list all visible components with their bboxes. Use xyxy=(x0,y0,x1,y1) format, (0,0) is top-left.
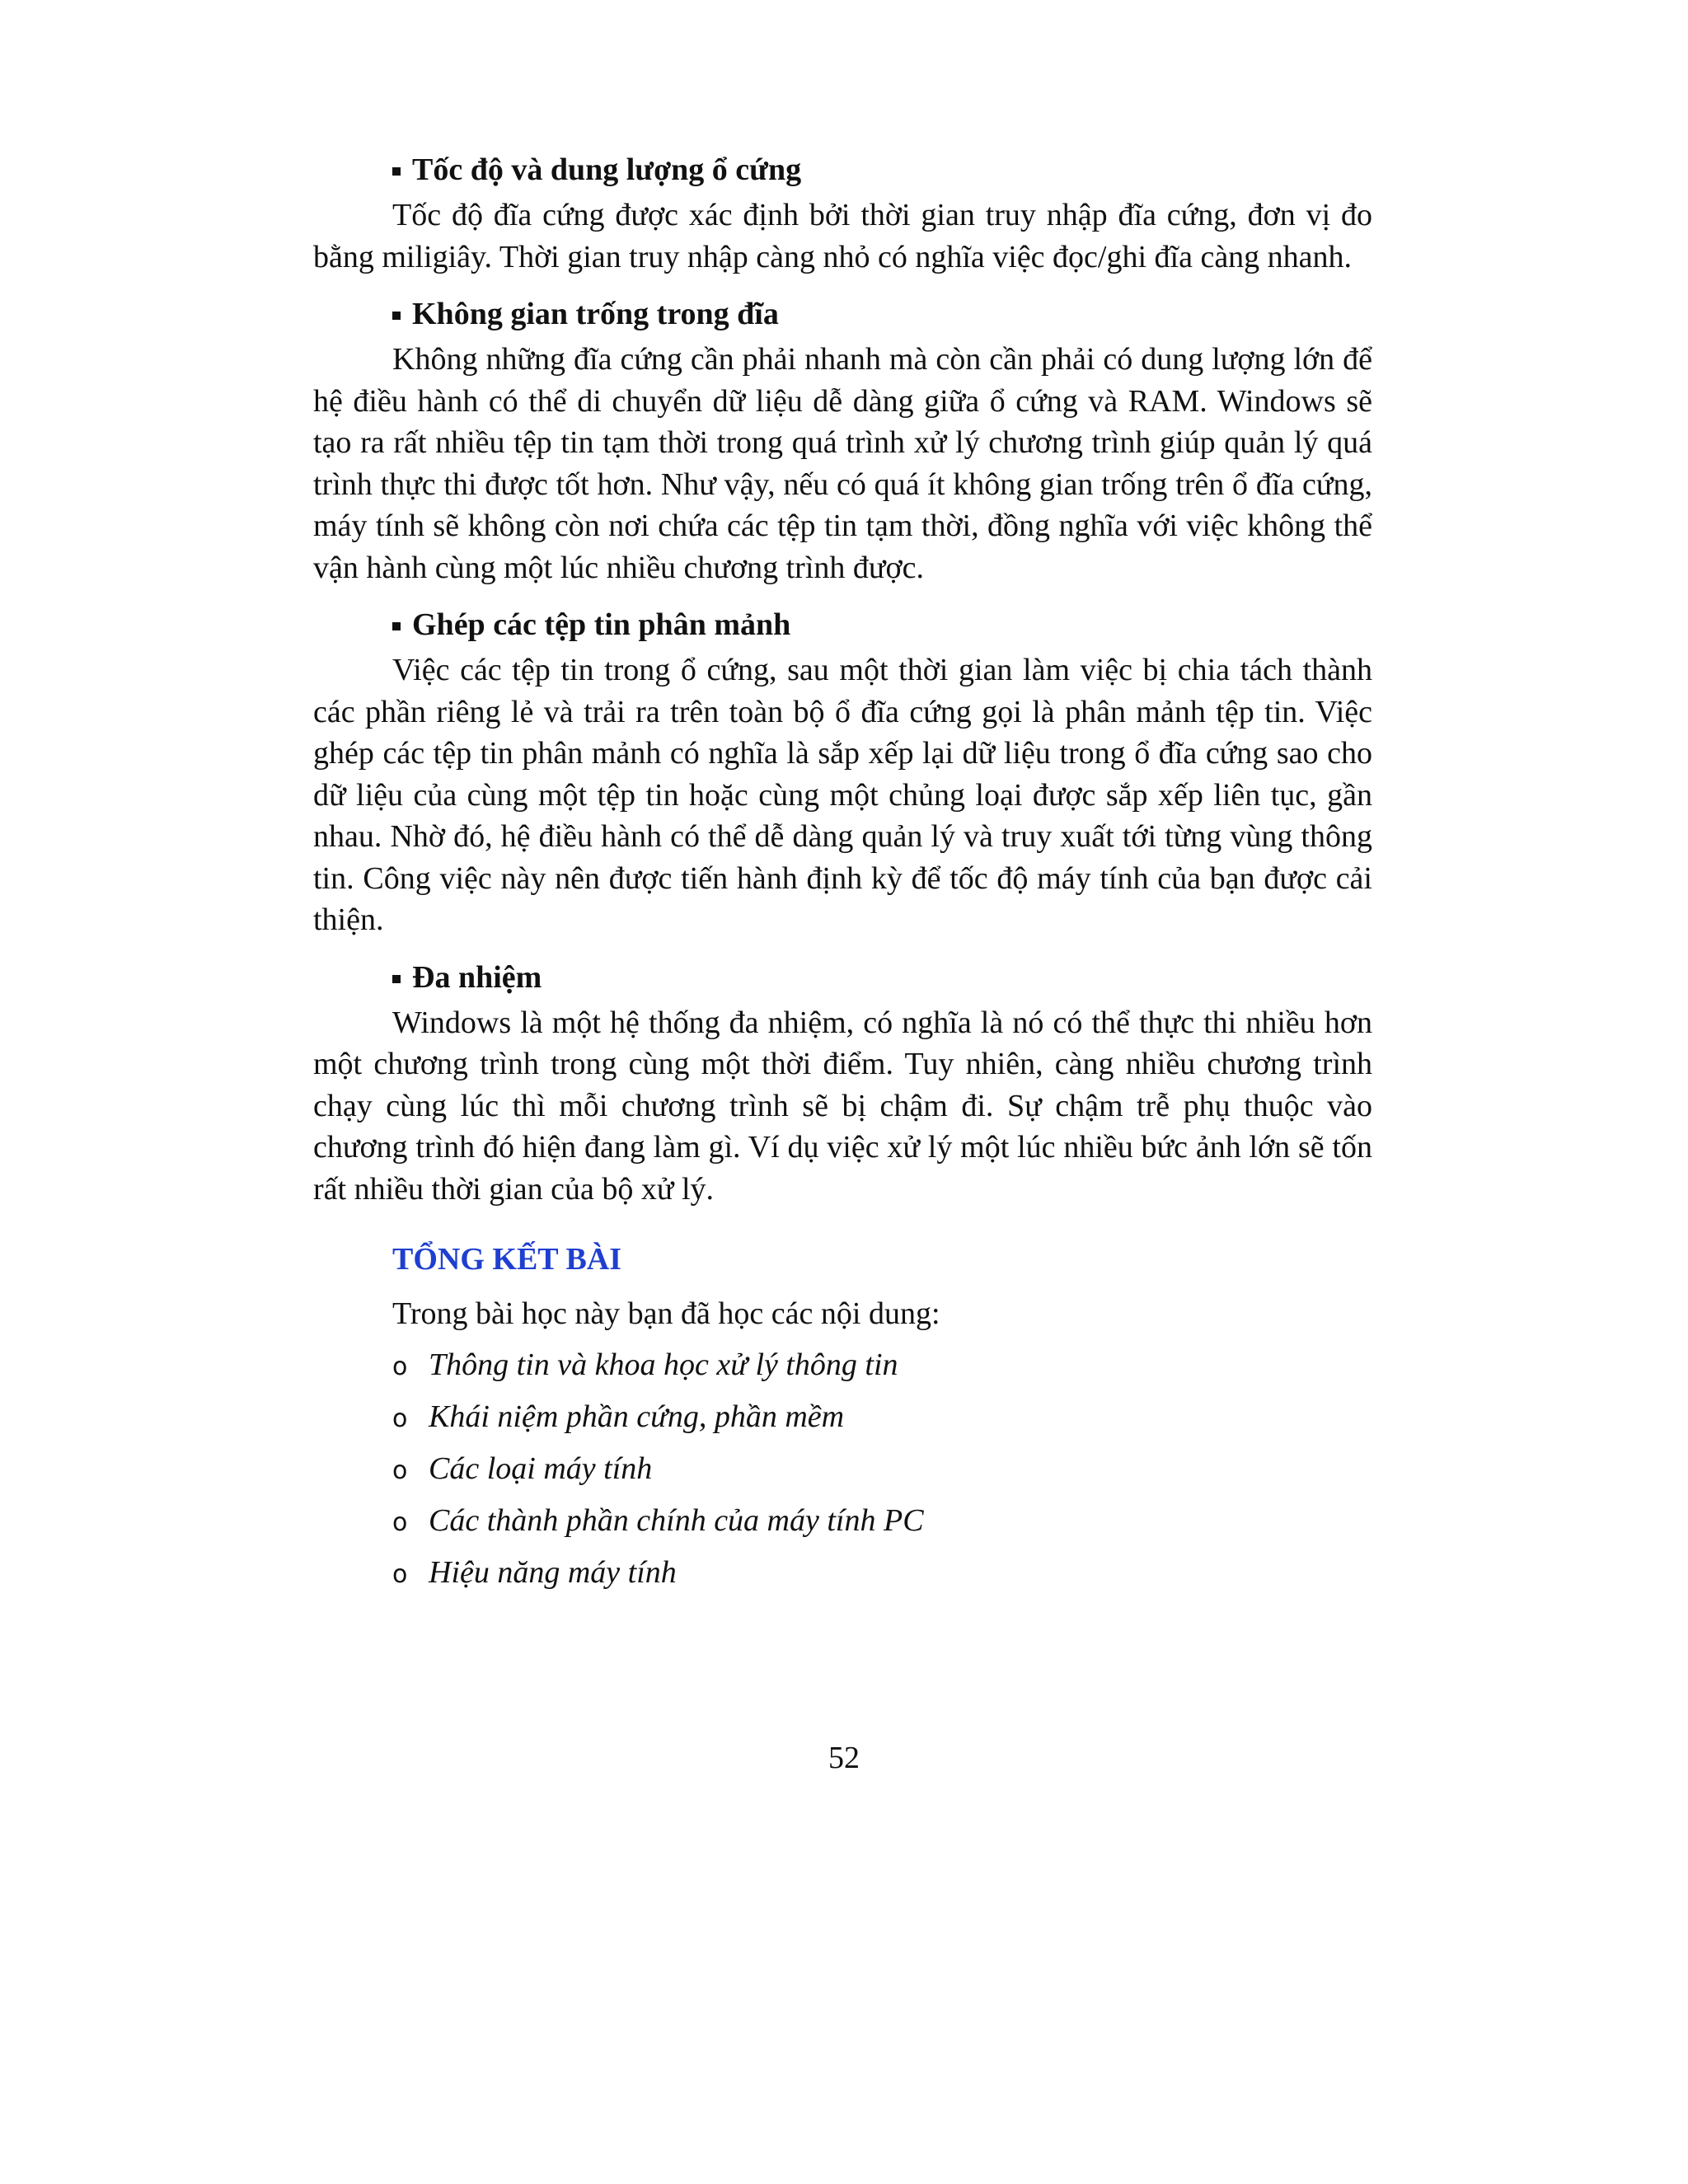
section-heading-text: Đa nhiệm xyxy=(412,959,542,995)
summary-title: TỔNG KẾT BÀI xyxy=(392,1242,622,1277)
section-paragraph: Không những đĩa cứng cần phải nhanh mà còn cần phải có dung lượng lớn để hệ điều hành có thể di chuyển dữ liệu dễ dàng giữa ổ cứng và RAM. Windows sẽ tạo ra rất nhiều tệp tin tạm thời trong quá trình xử lý chương trình giúp quản lý quá trình thực thi được tốt hơn. Như vậy, nếu có quá ít không gian trống trên ổ đĩa cứng, máy tính sẽ không còn nơi chứa các tệp tin tạm thời, đồng nghĩa với việc không thể vận hành cùng một lúc nhiều chương trình được. xyxy=(313,342,1372,585)
section-heading-text: Không gian trống trong đĩa xyxy=(412,297,779,331)
section-heading-text: Tốc độ và dung lượng ổ cứng xyxy=(412,152,802,187)
square-bullet-icon xyxy=(392,975,401,983)
circle-bullet-icon: o xyxy=(392,1456,408,1485)
section-paragraph: Việc các tệp tin trong ổ cứng, sau một thời gian làm việc bị chia tách thành các phần riêng lẻ và trải ra trên toàn bộ ổ đĩa cứng gọi là phân mảnh tệp tin. Việc ghép các tệp tin phân mảnh có nghĩa là sắp xếp lại dữ liệu trong ổ đĩa cứng sao cho dữ liệu của cùng một tệp tin hoặc cùng một chủng loại được sắp xếp liên tục, gần nhau. Nhờ đó, hệ điều hành có thể dễ dàng quản lý và truy xuất tới từng vùng thông tin. Công việc này nên được tiến hành định kỳ để tốc độ máy tính của bạn được cải thiện. xyxy=(313,653,1372,937)
section-heading xyxy=(313,148,1372,191)
list-item-text: Thông tin và khoa học xử lý thông tin xyxy=(429,1347,898,1382)
square-bullet-icon xyxy=(392,312,401,320)
section-paragraph: Windows là một hệ thống đa nhiệm, có nghĩa là nó có thể thực thi nhiều hơn một chương trình trong cùng một thời điểm. Tuy nhiên, càng nhiều chương trình chạy cùng lúc thì mỗi chương trình sẽ bị chậm đi. Sự chậm trễ phụ thuộc vào chương trình đó hiện đang làm gì. Ví dụ việc xử lý một lúc nhiều bức ảnh lớn sẽ tốn rất nhiều thời gian của bộ xử lý. xyxy=(313,1005,1372,1207)
circle-bullet-icon: o xyxy=(392,1508,408,1537)
list-item xyxy=(392,1392,1372,1444)
list-item xyxy=(392,1548,1372,1600)
list-item-text: Các thành phần chính của máy tính PC xyxy=(429,1503,924,1538)
list-item xyxy=(392,1496,1372,1548)
circle-bullet-icon: o xyxy=(392,1352,408,1381)
section-hard-disk-speed xyxy=(313,148,1372,278)
page-number-text: 52 xyxy=(828,1741,860,1775)
page-content xyxy=(313,148,1372,1600)
list-item xyxy=(392,1340,1372,1392)
list-item xyxy=(392,1444,1372,1496)
square-bullet-icon xyxy=(392,167,401,176)
circle-bullet-icon: o xyxy=(392,1404,408,1433)
summary-list xyxy=(313,1340,1372,1600)
list-item-text: Hiệu năng máy tính xyxy=(429,1555,677,1590)
section-heading xyxy=(313,603,1372,646)
list-item-text: Khái niệm phần cứng, phần mềm xyxy=(429,1399,845,1434)
circle-bullet-icon: o xyxy=(392,1560,408,1589)
list-item-text: Các loại máy tính xyxy=(429,1451,653,1486)
square-bullet-icon xyxy=(392,622,401,630)
section-multitasking xyxy=(313,956,1372,1211)
section-heading xyxy=(313,956,1372,999)
page-number xyxy=(0,1737,1688,1779)
section-paragraph: Tốc độ đĩa cứng được xác định bởi thời gian truy nhập đĩa cứng, đơn vị đo bằng miligiây. Thời gian truy nhập càng nhỏ có nghĩa việc đọc/ghi đĩa càng nhanh. xyxy=(313,198,1372,274)
section-heading xyxy=(313,293,1372,335)
summary-intro: Trong bài học này bạn đã học các nội dung: xyxy=(392,1296,940,1331)
section-heading-text: Ghép các tệp tin phân mảnh xyxy=(412,607,791,642)
section-free-disk-space xyxy=(313,293,1372,588)
section-defragment xyxy=(313,603,1372,941)
